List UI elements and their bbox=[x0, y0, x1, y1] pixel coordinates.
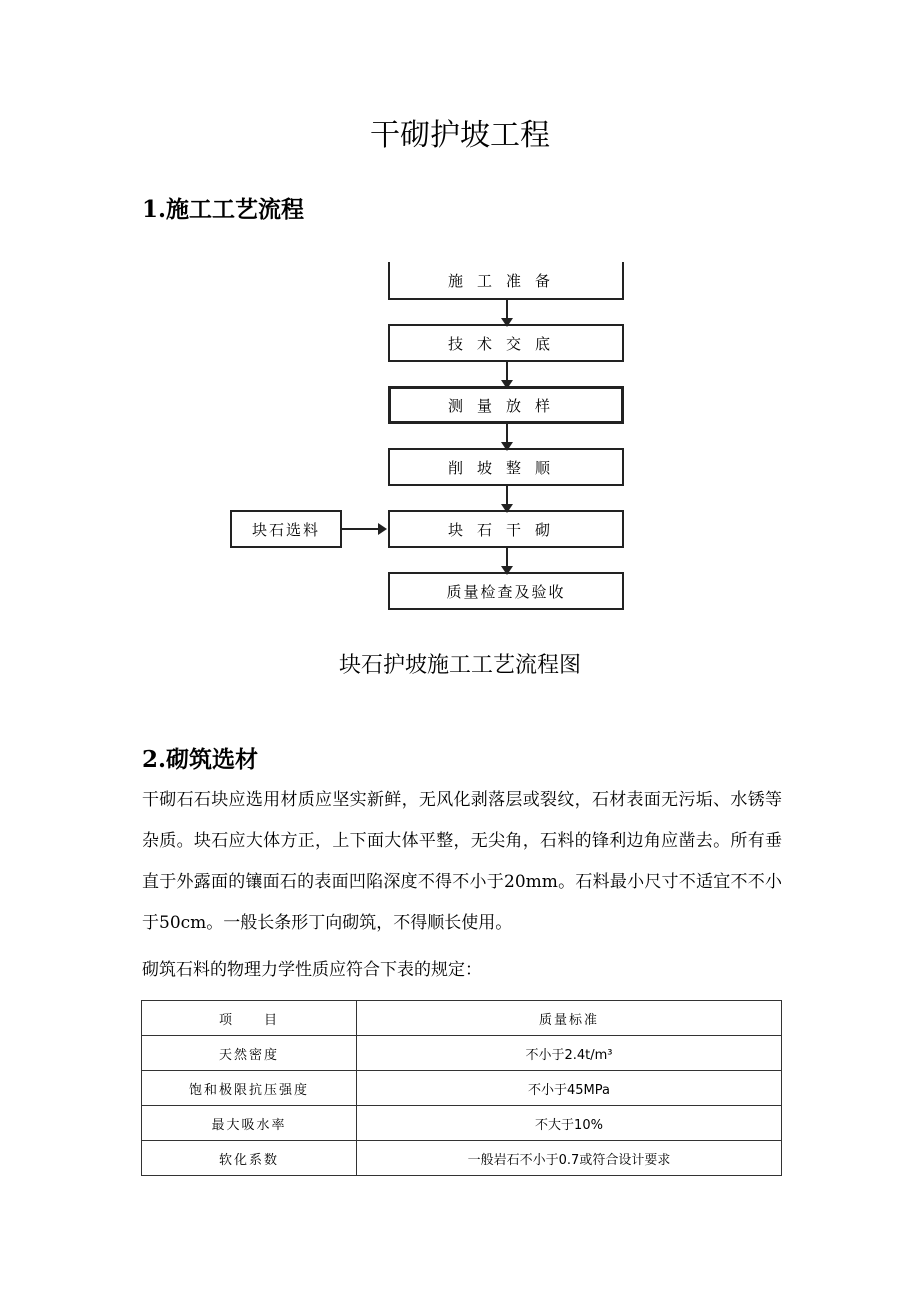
table-header-item: 项 目 bbox=[142, 1001, 357, 1036]
flow-arrow-side bbox=[342, 528, 380, 530]
table-cell-item: 天然密度 bbox=[142, 1036, 357, 1071]
section-heading-materials: 2.砌筑选材 bbox=[142, 746, 259, 773]
flowchart-caption: 块石护坡施工工艺流程图 bbox=[338, 653, 581, 678]
table-cell-standard: 不小于2.4t/m³ bbox=[357, 1036, 782, 1071]
table-cell-standard: 不大于10% bbox=[357, 1106, 782, 1141]
flow-arrow-1 bbox=[506, 300, 508, 320]
materials-paragraph: 干砌石石块应选用材质应坚实新鲜，无风化剥落层或裂纹，石材表面无污垢、水锈等杂质。块石应大体方正，上下面大体平整，无尖角，石料的锋利边角应凿去。所有垂直于外露面的镶面石的表面凹陷深度不得不小于20mm。石料最小尺寸不适宜不不小于50cm。一般长条形丁向砌筑，不得顺长使用。 bbox=[142, 790, 782, 933]
flow-step-6: 质量检查及验收 bbox=[388, 572, 624, 610]
flow-step-5: 块石干砌 bbox=[388, 510, 624, 548]
material-spec-table bbox=[141, 1000, 782, 1176]
table-header-row bbox=[142, 1001, 782, 1036]
table-cell-item: 最大吸水率 bbox=[142, 1106, 357, 1141]
page-title: 干砌护坡工程 bbox=[370, 118, 550, 153]
table-cell-standard: 不小于45MPa bbox=[357, 1071, 782, 1106]
flow-arrow-2 bbox=[506, 362, 508, 382]
table-row bbox=[142, 1036, 782, 1071]
flow-step-2: 技术交底 bbox=[388, 324, 624, 362]
flow-arrow-5 bbox=[506, 548, 508, 568]
table-row bbox=[142, 1141, 782, 1176]
section-heading-process: 1.施工工艺流程 bbox=[142, 196, 305, 223]
table-cell-standard: 一般岩石不小于0.7或符合设计要求 bbox=[357, 1141, 782, 1176]
table-row bbox=[142, 1106, 782, 1141]
flow-side-input: 块石选料 bbox=[230, 510, 342, 548]
flow-step-1: 施工准备 bbox=[388, 262, 624, 300]
table-header-standard: 质量标准 bbox=[357, 1001, 782, 1036]
table-intro: 砌筑石料的物理力学性质应符合下表的规定： bbox=[142, 960, 482, 980]
table-cell-item: 软化系数 bbox=[142, 1141, 357, 1176]
flow-arrow-4 bbox=[506, 486, 508, 506]
flow-step-4: 削坡整顺 bbox=[388, 448, 624, 486]
table-row bbox=[142, 1071, 782, 1106]
flow-arrow-3 bbox=[506, 424, 508, 444]
flow-step-3: 测量放样 bbox=[388, 386, 624, 424]
table-cell-item: 饱和极限抗压强度 bbox=[142, 1071, 357, 1106]
